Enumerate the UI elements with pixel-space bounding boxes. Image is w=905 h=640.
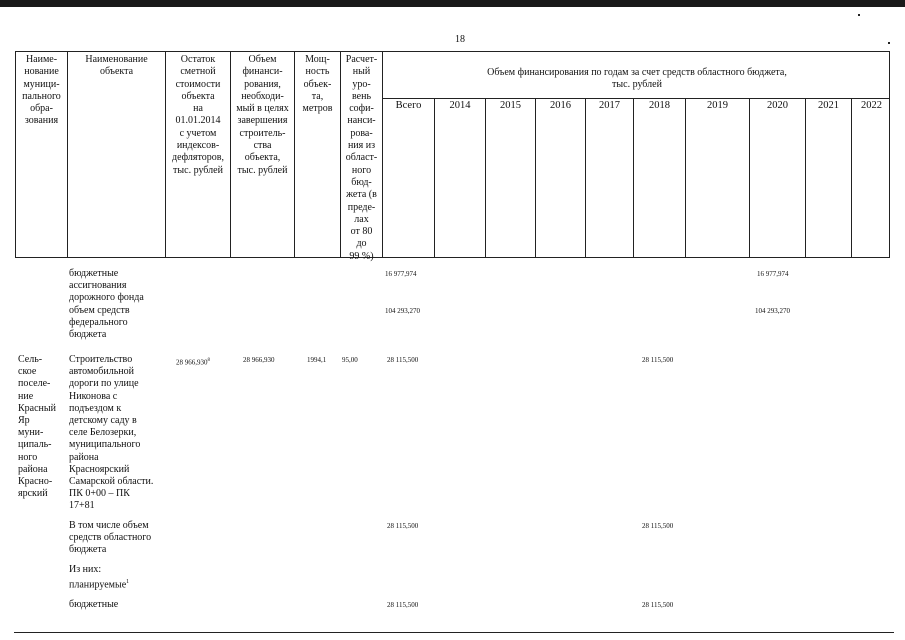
table-header bbox=[15, 51, 890, 262]
header-total: Всего bbox=[395, 100, 422, 111]
column-divider bbox=[805, 98, 806, 257]
cell-total: 28 115,500 bbox=[387, 601, 419, 609]
header-year: 2019 bbox=[707, 100, 728, 111]
speck bbox=[888, 42, 890, 44]
column-divider bbox=[485, 98, 486, 257]
header-financing-title: Объем финансирования по годам за счет средств областного бюджета, тыс. рублей bbox=[487, 67, 787, 90]
column-divider bbox=[749, 98, 750, 257]
cell-total: 16 977,974 bbox=[385, 270, 417, 278]
header-year: 2020 bbox=[767, 100, 788, 111]
header-object-name: Наименование объекта bbox=[85, 54, 148, 78]
row-label-regional: В том числе объем средств областного бюджета bbox=[69, 520, 152, 556]
cell-funding-volume: 28 966,930 bbox=[243, 356, 275, 364]
cell-object-name: Строительство автомобильной дороги по улице Никонова с подъездом к детскому саду в селе Белозерки, муниципального района Красноярский Самарской области. ПК 0+00 – ПК 17+81 bbox=[69, 354, 154, 512]
cell-capacity: 1994,1 bbox=[307, 356, 327, 364]
header-capacity: Мощ- ность объек- та, метров bbox=[302, 54, 333, 115]
top-border bbox=[0, 0, 905, 7]
column-divider bbox=[535, 98, 536, 257]
header-funding-volume: Объем финанси- рования, необходи- мый в целях завершения строитель- ства объекта, тыс. рублей bbox=[236, 54, 289, 176]
header-municipality: Наиме- нование муници- пального обра- зования bbox=[22, 54, 61, 127]
header-year: 2017 bbox=[599, 100, 620, 111]
header-cofinancing-level: Расчет- ный уро- вень софи- нанси- рова- ния из област- ного бюд- жета (в преде- лах от 80 до 99 %) bbox=[345, 54, 378, 262]
footnote-mark: 1 bbox=[126, 579, 130, 586]
cell-total: 104 293,270 bbox=[385, 307, 420, 315]
speck bbox=[858, 14, 860, 16]
bottom-border bbox=[14, 632, 894, 633]
row-label-budget-allocations: бюджетные ассигнования дорожного фонда bbox=[69, 268, 144, 304]
remaining-cost-value: 28 966,930 bbox=[176, 358, 208, 367]
header-year: 2014 bbox=[449, 100, 471, 111]
page-number: 18 bbox=[455, 34, 465, 45]
column-divider bbox=[67, 52, 68, 257]
header-year: 2018 bbox=[649, 100, 670, 111]
header-year: 2021 bbox=[818, 100, 839, 111]
cell-2020: 104 293,270 bbox=[755, 307, 790, 315]
row-label-of-them bbox=[69, 564, 129, 592]
column-divider bbox=[434, 98, 435, 257]
row-label-budget: бюджетные bbox=[69, 599, 119, 610]
column-divider bbox=[851, 98, 852, 257]
footnote-mark: 8 bbox=[207, 358, 210, 363]
of-them-text: Из них: планируемые bbox=[69, 564, 127, 591]
cell-municipality: Сель- ское поселе- ние Красный Яр муни- ципаль- ного района Красно- ярский bbox=[18, 354, 56, 500]
cell-total: 28 115,500 bbox=[387, 522, 419, 530]
header-year: 2015 bbox=[500, 100, 521, 111]
cell-cofinancing: 95,00 bbox=[342, 356, 358, 364]
cell-total: 28 115,500 bbox=[387, 356, 419, 364]
column-divider bbox=[685, 98, 686, 257]
row-divider bbox=[382, 98, 889, 99]
cell-2020: 16 977,974 bbox=[757, 270, 789, 278]
header-year: 2022 bbox=[861, 100, 882, 111]
cell-remaining-cost bbox=[176, 356, 210, 367]
row-label-federal: объем средств федерального бюджета bbox=[69, 305, 130, 341]
cell-2018: 28 115,500 bbox=[642, 601, 674, 609]
cell-2018: 28 115,500 bbox=[642, 522, 674, 530]
column-divider bbox=[585, 98, 586, 257]
header-remaining-cost: Остаток сметной стоимости объекта на 01.01.2014 с учетом индексов- дефляторов, тыс. рублей bbox=[172, 54, 224, 176]
header-year: 2016 bbox=[550, 100, 571, 111]
column-divider bbox=[633, 98, 634, 257]
cell-2018: 28 115,500 bbox=[642, 356, 674, 364]
